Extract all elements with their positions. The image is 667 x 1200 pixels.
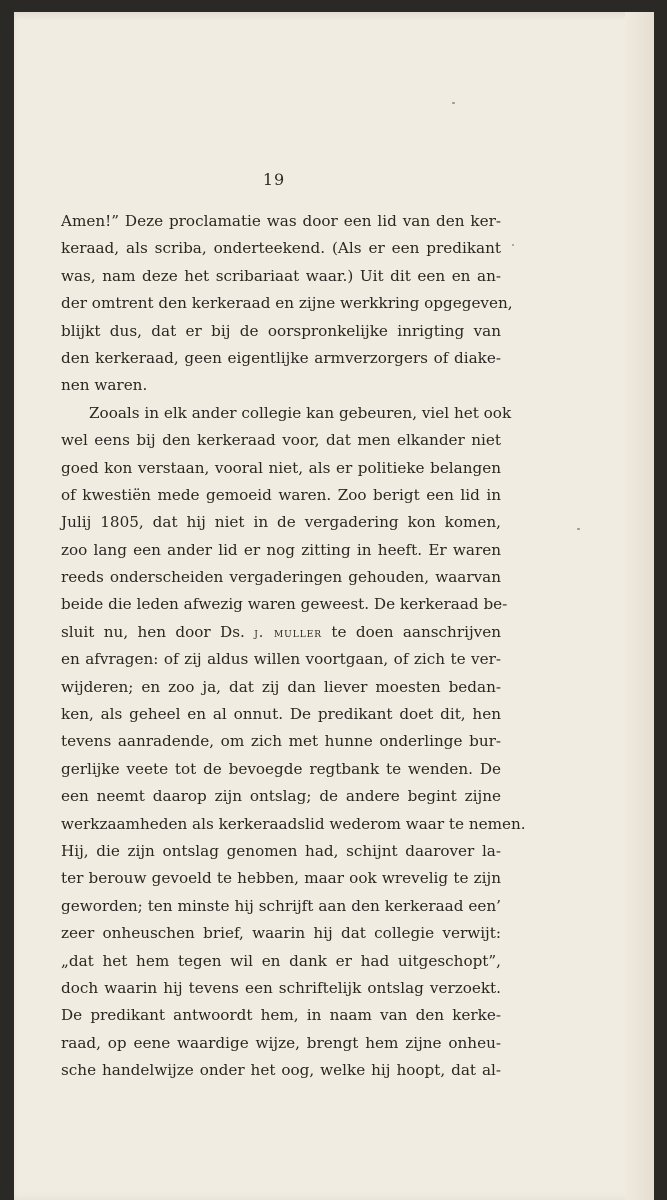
text-line: keraad, als scriba, onderteekend. (Als er een predikant bbox=[61, 239, 501, 258]
text-line: en afvragen: of zij aldus willen voortgaan, of zich te ver- bbox=[61, 650, 501, 669]
text-line: of kwestiën mede gemoeid waren. Zoo berigt een lid in bbox=[61, 485, 501, 504]
text-line: wel eens bij den kerkeraad voor, dat men elkander niet bbox=[61, 431, 501, 450]
text-line: nen waren. bbox=[61, 376, 148, 395]
text-line: werkzaamheden als kerkeraadslid wederom waar te nemen. bbox=[61, 814, 526, 833]
text-line: reeds onderscheiden vergaderingen gehouden, waarvan bbox=[61, 568, 501, 587]
paper-speck bbox=[512, 244, 514, 246]
text-fragment: sluit nu, hen door Ds. bbox=[61, 622, 255, 641]
text-fragment: te doen aanschrijven bbox=[322, 622, 502, 641]
text-line: Julij 1805, dat hij niet in de vergadering kon komen, bbox=[61, 513, 501, 532]
text-line: wijderen; en zoo ja, dat zij dan liever moesten bedan- bbox=[61, 677, 501, 696]
text-line: zoo lang een ander lid er nog zitting in heeft. Er waren bbox=[61, 540, 501, 559]
text-line: beide die leden afwezig waren geweest. De kerkeraad be- bbox=[61, 595, 508, 614]
text-line: een neemt daarop zijn ontslag; de andere begint zijne bbox=[61, 787, 501, 806]
page-edge bbox=[625, 12, 654, 1200]
text-line: Amen!” Deze proclamatie was door een lid van den ker- bbox=[61, 212, 501, 230]
body-text bbox=[61, 208, 526, 1085]
text-line: geworden; ten minste hij schrijft aan den kerkeraad een’ bbox=[61, 896, 501, 915]
text-line: der omtrent den kerkeraad en zijne werkkring opgegeven, bbox=[61, 294, 513, 313]
paper-speck bbox=[577, 528, 580, 530]
text-line: gerlijke veete tot de bevoegde regtbank te wenden. De bbox=[61, 759, 501, 778]
text-line: den kerkeraad, geen eigentlijke armverzorgers of diake- bbox=[61, 348, 501, 367]
text-line: ter berouw gevoeld te hebben, maar ook wrevelig te zijn bbox=[61, 869, 501, 888]
text-line: ken, als geheel en al onnut. De predikant doet dit, hen bbox=[61, 705, 501, 724]
text-line: Hij, die zijn ontslag genomen had, schijnt daarover la- bbox=[61, 841, 501, 860]
text-line-with-name bbox=[61, 619, 501, 646]
text-line: was, nam deze het scribariaat waar.) Uit dit een en an- bbox=[61, 266, 501, 285]
person-name: j. muller bbox=[254, 624, 323, 641]
text-line: „dat het hem tegen wil en dank er had uitgeschopt”, bbox=[61, 951, 501, 970]
paper-speck bbox=[452, 102, 455, 104]
text-line: doch waarin hij tevens een schriftelijk ontslag verzoekt. bbox=[61, 978, 501, 997]
text-line: goed kon verstaan, vooral niet, als er politieke belangen bbox=[61, 458, 501, 477]
page-number: 19 bbox=[262, 170, 286, 189]
text-line: sche handelwijze onder het oog, welke hij hoopt, dat al- bbox=[61, 1061, 501, 1080]
text-line: tevens aanradende, om zich met hunne onderlinge bur- bbox=[61, 732, 501, 751]
text-line: Zooals in elk ander collegie kan gebeuren, viel het ook bbox=[89, 403, 512, 422]
text-line: De predikant antwoordt hem, in naam van den kerke- bbox=[61, 1006, 501, 1025]
text-line: raad, op eene waardige wijze, brengt hem zijne onheu- bbox=[61, 1033, 501, 1052]
text-line: zeer onheuschen brief, waarin hij dat collegie verwijt: bbox=[61, 924, 501, 943]
text-line: blijkt dus, dat er bij de oorspronkelijke inrigting van bbox=[61, 321, 501, 340]
